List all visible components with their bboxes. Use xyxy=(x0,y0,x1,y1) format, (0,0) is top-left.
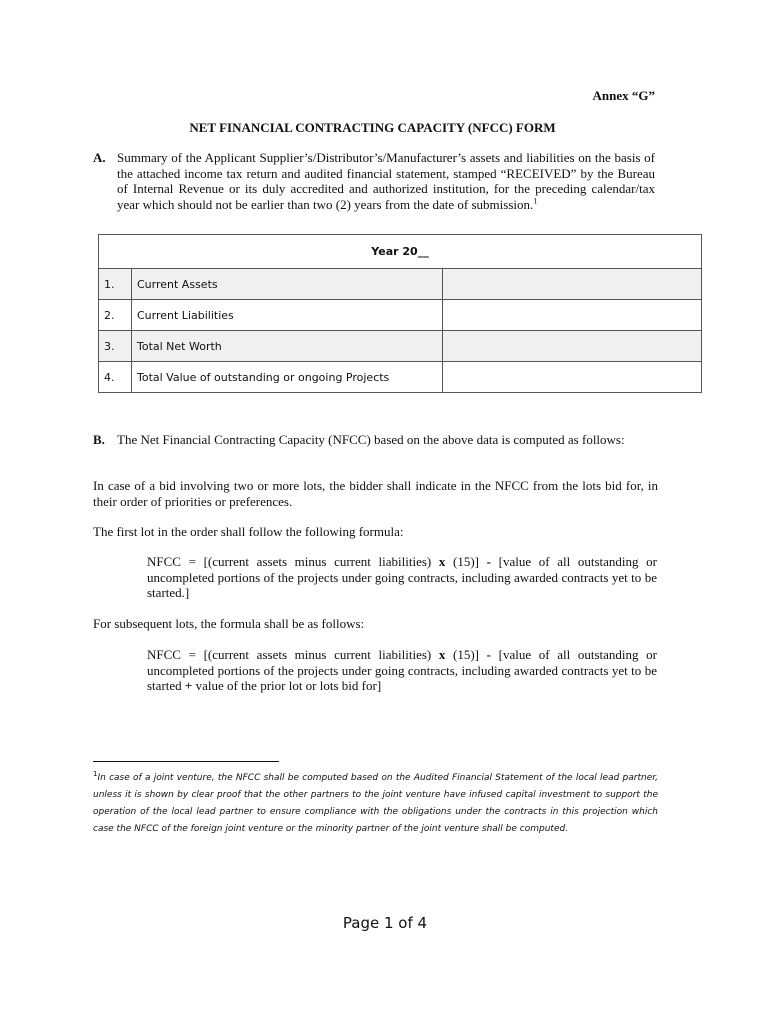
row-label: Current Liabilities xyxy=(132,300,443,331)
row-label: Total Net Worth xyxy=(132,331,443,362)
row-value-cell[interactable] xyxy=(443,331,702,362)
section-b xyxy=(93,432,655,448)
row-label: Total Value of outstanding or ongoing Projects xyxy=(132,362,443,393)
section-a-label: A. xyxy=(93,150,106,165)
footnote-reference: 1 xyxy=(533,196,538,206)
formula-subsequent-lots: NFCC = [(current assets minus current liabilities) x (15)] - [value of all outstanding or uncompleted portions of the projects under going contracts, including awarded contracts yet to be started + value of the prior lot or lots bid for] xyxy=(147,647,657,693)
formula-first-lot: NFCC = [(current assets minus current liabilities) x (15)] - [value of all outstanding or uncompleted portions of the projects under going contracts, including awarded contracts yet to be started.] xyxy=(147,554,657,600)
section-b-label: B. xyxy=(93,432,105,447)
paragraph-first-lot: The first lot in the order shall follow the following formula: xyxy=(93,524,404,539)
table-row xyxy=(99,362,702,393)
table-row xyxy=(99,269,702,300)
form-title: NET FINANCIAL CONTRACTING CAPACITY (NFCC) FORM xyxy=(189,120,556,135)
row-value-cell[interactable] xyxy=(443,300,702,331)
table-row xyxy=(99,300,702,331)
financial-summary-table xyxy=(98,234,702,393)
paragraph-lots: In case of a bid involving two or more lots, the bidder shall indicate in the NFCC from the lots bid for, in their order of priorities or preferences. xyxy=(93,478,658,509)
footnote: $^1$In case of a joint venture, the NFCC shall be computed based on the Audited Financial Statement of the local lead partner, unless it is shown by clear proof that the other partners to the joint venture have infused capital investment to support the operation of the local lead partner to ensure compliance with the obligations under the contracts in this projection which case the NFCC of the foreign joint venture or the minority partner of the joint venture shall be computed. xyxy=(93,770,658,834)
page-number: Page 1 of 4 xyxy=(342,914,428,932)
footnote-divider xyxy=(93,761,279,762)
table-row xyxy=(99,331,702,362)
table-header-year: Year 20__ xyxy=(99,235,702,269)
row-number: 1. xyxy=(99,269,132,300)
section-a xyxy=(93,150,655,212)
row-number: 2. xyxy=(99,300,132,331)
row-value-cell[interactable] xyxy=(443,362,702,393)
paragraph-subsequent: For subsequent lots, the formula shall be as follows: xyxy=(93,616,365,631)
footnote-marker: 1 xyxy=(93,770,98,778)
row-label: Current Assets xyxy=(132,269,443,300)
row-number: 3. xyxy=(99,331,132,362)
annex-label: Annex “G” xyxy=(592,88,655,103)
section-a-text: Summary of the Applicant Supplier’s/Distributor’s/Manufacturer’s assets and liabilities on the basis of the attached income tax return and audited financial statement, stamped “RECEIVED” by the Bureau of Internal Revenue or its duly accredited and authorized institution, for the preceding calendar/tax year which should not be earlier than two (2) years from the date of submission.$^1$ xyxy=(117,150,655,212)
row-number: 4. xyxy=(99,362,132,393)
row-value-cell[interactable] xyxy=(443,269,702,300)
section-b-text: The Net Financial Contracting Capacity (NFCC) based on the above data is computed as follows: xyxy=(117,432,625,447)
